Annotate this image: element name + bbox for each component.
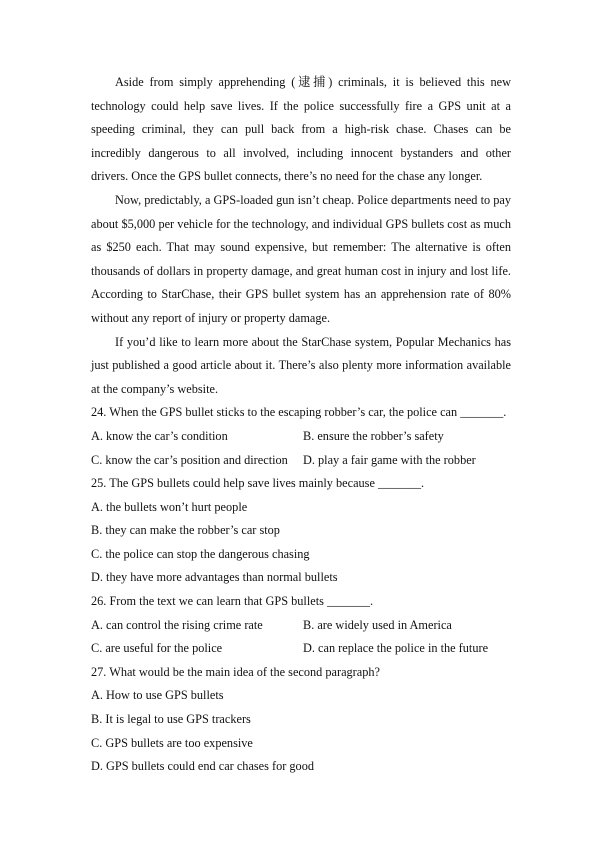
question-27-option-a: A. How to use GPS bullets (91, 688, 224, 703)
question-24-option-a: A. know the car’s condition (91, 428, 228, 443)
question-26-option-b: B. are widely used in America (303, 617, 452, 632)
question-24-option-c: C. know the car’s position and direction (91, 452, 288, 467)
question-25-stem: 25. The GPS bullets could help save lives mainly because _______. (91, 476, 425, 491)
passage-paragraph-2: Now, predictably, a GPS-loaded gun isn’t cheap. Police departments need to pay about $5,000 per vehicle for the technology, and individual GPS bullets cost as much as $250 each. That may sound expensive, but remember: The alternative is often thousands of dollars in property damage, and great human cost in injury and lost life. According to StarChase, their GPS bullet system has an apprehension rate of 80% without any report of injury or property damage. (91, 192, 511, 325)
passage-paragraph-1: Aside from simply apprehending (逮捕) criminals, it is believed this new technology could help save lives. If the police successfully fire a GPS unit at a speeding criminal, they can pull back from a high-risk chase. Chases can be incredibly dangerous to all involved, including innocent bystanders and other drivers. Once the GPS bullet connects, there’s no need for the chase any longer. (91, 75, 511, 184)
question-26-options-row-2 (91, 637, 511, 661)
passage-paragraph-3: If you’d like to learn more about the StarChase system, Popular Mechanics has just published a good article about it. There’s also plenty more information available at the company’s website. (91, 334, 511, 396)
question-24-stem: 24. When the GPS bullet sticks to the escaping robber’s car, the police can _______. (91, 405, 507, 420)
question-27-option-c: C. GPS bullets are too expensive (91, 735, 253, 750)
question-26-stem: 26. From the text we can learn that GPS bullets _______. (91, 594, 374, 609)
question-26-options-row-1 (91, 614, 511, 638)
question-26-option-a: A. can control the rising crime rate (91, 617, 263, 632)
question-25-option-a: A. the bullets won’t hurt people (91, 499, 248, 514)
page-content (91, 71, 511, 779)
question-27-option-b: B. It is legal to use GPS trackers (91, 712, 251, 727)
question-24-option-b: B. ensure the robber’s safety (303, 428, 444, 443)
question-27-option-d: D. GPS bullets could end car chases for good (91, 759, 315, 774)
question-25-option-c: C. the police can stop the dangerous chasing (91, 546, 310, 561)
question-24-options-row-2 (91, 449, 511, 473)
question-26-option-d: D. can replace the police in the future (303, 641, 489, 656)
question-25-option-d: D. they have more advantages than normal bullets (91, 570, 338, 585)
question-25-option-b: B. they can make the robber’s car stop (91, 523, 280, 538)
question-26-option-c: C. are useful for the police (91, 641, 223, 656)
question-24-options-row-1 (91, 425, 511, 449)
question-27-stem: 27. What would be the main idea of the second paragraph? (91, 664, 380, 679)
question-24-option-d: D. play a fair game with the robber (303, 452, 476, 467)
